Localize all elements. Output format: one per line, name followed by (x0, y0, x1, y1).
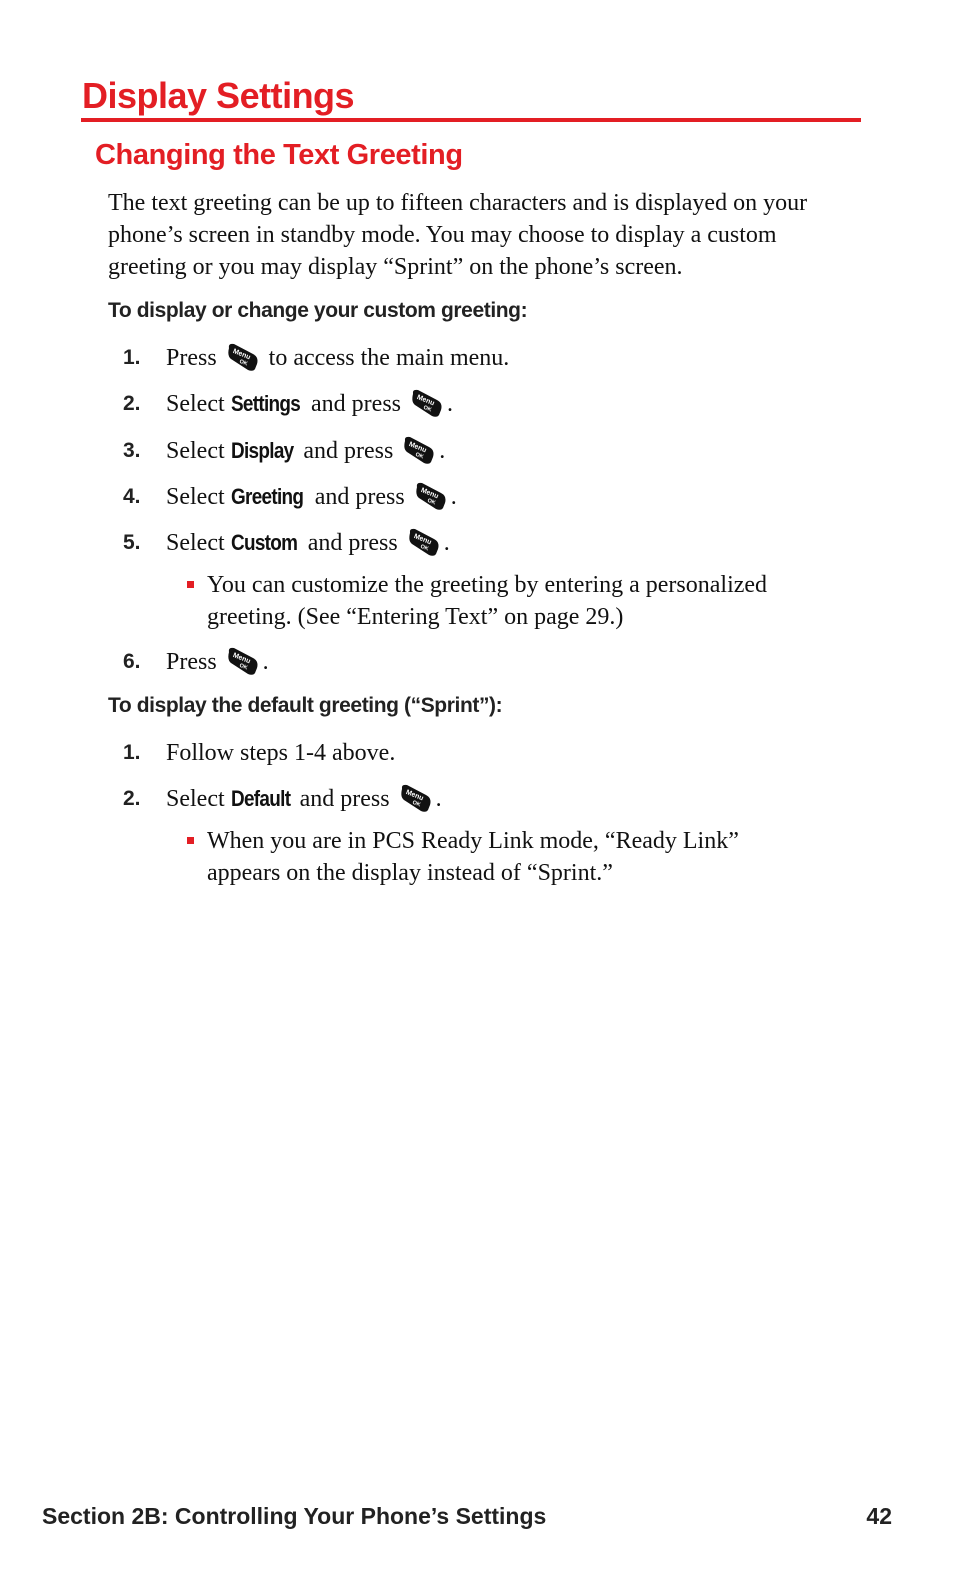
bullet-text: You can customize the greeting by entering a personalized greeting. (See “Entering Text” on page 29.) (207, 572, 768, 630)
step-text: . (443, 530, 450, 556)
step-text: Select (166, 530, 225, 556)
step-number: 6. (123, 650, 141, 673)
step-text: Press (166, 345, 217, 371)
menu-keyword: Custom (230, 530, 297, 555)
step-text: . (435, 786, 442, 812)
step-number: 2. (123, 787, 141, 810)
menu-keyword: Default (230, 786, 290, 811)
step-text: Select (166, 786, 225, 812)
step-number: 5. (123, 531, 141, 554)
default-step-1 (0, 737, 954, 771)
step-text: . (450, 484, 457, 510)
intro-paragraph: The text greeting can be up to fifteen characters and is displayed on your phone’s screen in standby mode. You may choose to display a custom greeting or you may display “Sprint” on the phone’s screen. (108, 190, 808, 280)
step-text: Press (166, 649, 217, 675)
step-number: 1. (123, 741, 141, 764)
menu-ok-key-icon (407, 527, 441, 557)
step-text: to access the main menu. (268, 345, 510, 371)
step-text: and press (311, 391, 402, 417)
step-text: and press (303, 438, 394, 464)
menu-ok-key-icon (399, 783, 433, 813)
bullet-square-icon (187, 837, 194, 844)
bullet-text: When you are in PCS Ready Link mode, “Ready Link” appears on the display instead of “Sprint.” (207, 828, 739, 886)
bullet-square-icon (187, 581, 194, 588)
step-text: and press (314, 484, 405, 510)
step-text: . (262, 649, 269, 675)
menu-keyword: Display (230, 438, 294, 463)
default-step-2 (0, 783, 954, 817)
section-title: Changing the Text Greeting (95, 139, 463, 171)
custom-step-6 (0, 646, 954, 680)
step-text: and press (299, 786, 390, 812)
custom-greeting-heading: To display or change your custom greeting: (108, 299, 528, 322)
step-number: 4. (123, 485, 141, 508)
page-title: Display Settings (82, 75, 355, 116)
custom-step-5 (0, 527, 954, 561)
step-text: Select (166, 438, 225, 464)
menu-ok-key-icon (226, 342, 260, 372)
step-text: Follow steps 1-4 above. (166, 740, 396, 766)
step-text: and press (307, 530, 398, 556)
step-text: . (439, 438, 446, 464)
menu-ok-key-icon (402, 435, 436, 465)
menu-ok-key-icon (410, 388, 444, 418)
step-text: Select (166, 391, 225, 417)
default-greeting-heading: To display the default greeting (“Sprint”): (108, 694, 503, 717)
step-number: 3. (123, 439, 141, 462)
menu-ok-key-icon (414, 481, 448, 511)
step-text: . (447, 391, 454, 417)
custom-step-3 (0, 435, 954, 469)
footer-section-label: Section 2B: Controlling Your Phone’s Settings (42, 1503, 547, 1529)
custom-step-4 (0, 481, 954, 515)
step-text: Select (166, 484, 225, 510)
page-footer (42, 1503, 892, 1535)
custom-step-1 (0, 342, 954, 376)
custom-step-2 (0, 388, 954, 422)
step-number: 2. (123, 392, 141, 415)
title-rule (81, 118, 861, 122)
menu-ok-key-icon (226, 646, 260, 676)
menu-keyword: Settings (230, 391, 300, 416)
page-number: 42 (866, 1503, 892, 1529)
menu-keyword: Greeting (230, 484, 303, 509)
step-number: 1. (123, 346, 141, 369)
